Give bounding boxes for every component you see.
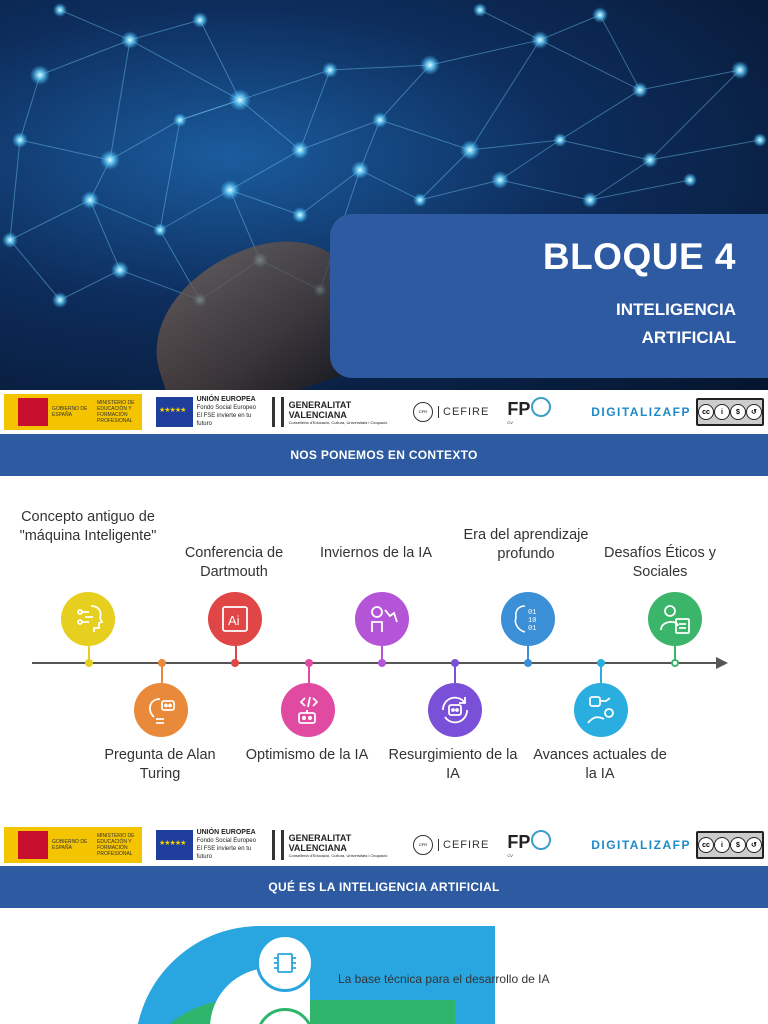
timeline-marker	[451, 659, 459, 667]
block-subtitle: INTELIGENCIA ARTIFICIAL	[616, 300, 736, 347]
timeline-arrow-icon	[716, 657, 728, 669]
fp-ring-icon	[531, 830, 551, 850]
fp-logo: FP CV	[507, 399, 553, 425]
timeline-label: Inviernos de la IA	[319, 545, 433, 561]
spain-shield-icon	[8, 831, 48, 859]
timeline-marker	[378, 659, 386, 667]
timeline-marker	[524, 659, 532, 667]
person-document-icon	[648, 592, 702, 646]
timeline-label: Resurgimiento de la IA	[388, 747, 518, 782]
nc-icon: $	[730, 404, 746, 420]
timeline-marker	[158, 659, 166, 667]
informatica-title: Informática	[338, 940, 419, 957]
informatica-description: La base técnica para el desarrollo de IA	[338, 972, 550, 986]
spain-shield-icon	[8, 398, 48, 426]
svg-text:Ai: Ai	[228, 613, 240, 628]
timeline-marker	[305, 659, 313, 667]
cefire-logo: CFR CEFIRE	[413, 402, 489, 422]
chip-icon	[256, 934, 314, 992]
section-banner-what-is-ai: QUÉ ES LA INTELIGENCIA ARTIFICIAL	[0, 866, 768, 908]
generalitat-logo: GENERALITAT VALENCIANA Conselleria d'Educació, Cultura, Universitats i Ocupació	[272, 397, 401, 427]
timeline-label: Era del aprendizaje profundo	[463, 527, 589, 562]
creative-commons-badge	[696, 398, 764, 426]
logo-bar	[0, 823, 768, 867]
lightbulb-robot-icon	[134, 683, 188, 737]
cefire-circle-icon: CFR	[413, 402, 433, 422]
svg-text:01: 01	[528, 625, 537, 633]
section-banner-context: NOS PONEMOS EN CONTEXTO	[0, 434, 768, 476]
timeline-label: Avances actuales de la IA	[533, 747, 667, 782]
binary-brain-icon	[501, 592, 555, 646]
timeline-label: Pregunta de Alan Turing	[104, 747, 216, 782]
ai-history-timeline	[0, 476, 768, 821]
sa-icon: ↺	[746, 837, 762, 853]
cc-icon: cc	[698, 837, 714, 853]
timeline-label: Concepto antiguo de "máquina Inteligente"	[19, 509, 157, 544]
ai-chip-icon	[208, 592, 262, 646]
timeline-marker	[597, 659, 605, 667]
generalitat-emblem-icon	[272, 397, 283, 427]
timeline-marker	[85, 659, 93, 667]
timeline-label: Conferencia de Dartmouth	[184, 545, 284, 580]
nc-icon: $	[730, 837, 746, 853]
ingenieria-title: Ingeniería	[338, 1008, 409, 1024]
cefire-circle-icon: CFR	[413, 835, 433, 855]
gobierno-logo: GOBIERNO DE ESPAÑA MINISTERIO DE EDUCACIÓN Y FORMACIÓN PROFESIONAL	[4, 827, 142, 863]
svg-text:01: 01	[528, 609, 537, 617]
digitalizafp-logo: DIGITALIZAFP	[591, 405, 691, 419]
timeline-label: Desafíos Éticos y Sociales	[603, 545, 716, 580]
eu-flag-icon	[156, 397, 193, 427]
robot-code-icon	[281, 683, 335, 737]
hand-robot-icon	[574, 683, 628, 737]
hero-banner	[0, 0, 768, 390]
ai-disciplines-diagram	[0, 908, 768, 1024]
eu-flag-icon	[156, 830, 193, 860]
by-icon: i	[714, 404, 730, 420]
timeline-label: Optimismo de la IA	[245, 747, 369, 763]
logo-bar	[0, 390, 768, 434]
creative-commons-badge	[696, 831, 764, 859]
timeline-marker	[671, 659, 679, 667]
robot-refresh-icon	[428, 683, 482, 737]
robot-decline-icon	[355, 592, 409, 646]
generalitat-logo: GENERALITAT VALENCIANA Conselleria d'Educació, Cultura, Universitats i Ocupació	[272, 830, 401, 860]
block-title: BLOQUE 4	[542, 236, 736, 277]
svg-text:10: 10	[528, 617, 537, 625]
title-card	[330, 214, 768, 378]
cefire-logo: CFR CEFIRE	[413, 835, 489, 855]
by-icon: i	[714, 837, 730, 853]
generalitat-emblem-icon	[272, 830, 283, 860]
gobierno-logo: GOBIERNO DE ESPAÑA MINISTERIO DE EDUCACIÓN Y FORMACIÓN PROFESIONAL	[4, 394, 142, 430]
digitalizafp-logo: DIGITALIZAFP	[591, 838, 691, 852]
brain-head-icon	[61, 592, 115, 646]
eu-logo: ★★★★★ UNIÓN EUROPEA Fondo Social Europeo El FSE invierte en tu futuro	[156, 829, 262, 861]
eu-logo: ★★★★★ UNIÓN EUROPEA Fondo Social Europeo El FSE invierte en tu futuro	[156, 396, 262, 428]
fp-logo: FP CV	[507, 832, 553, 858]
sa-icon: ↺	[746, 404, 762, 420]
fp-ring-icon	[531, 397, 551, 417]
timeline-marker	[231, 659, 239, 667]
cc-icon: cc	[698, 404, 714, 420]
